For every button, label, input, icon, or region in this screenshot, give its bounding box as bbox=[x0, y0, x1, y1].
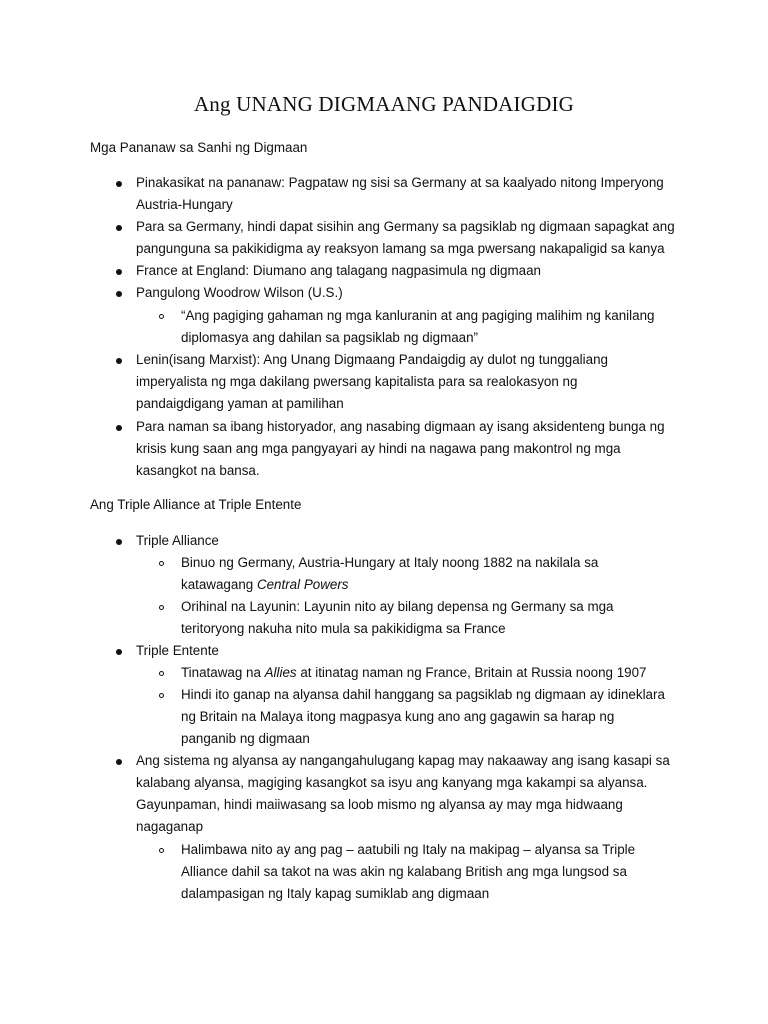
bullet-marker bbox=[116, 425, 122, 431]
sub-list-item-line: diplomasya ang dahilan sa pagsiklab ng digmaan” bbox=[181, 330, 479, 345]
sub-bullet-marker bbox=[159, 848, 164, 853]
sub-list-item-line: Alliance dahil sa takot na was akin ng kalabang British ang mga lungsod sa bbox=[181, 864, 627, 879]
document-title: Ang UNANG DIGMAANG PANDAIGDIG bbox=[193, 92, 575, 116]
bullet-marker bbox=[116, 358, 122, 364]
list-item-line: Lenin(isang Marxist): Ang Unang Digmaang Pandaigdig ay dulot ng tunggaliang bbox=[136, 352, 608, 367]
list-item-line: Para naman sa ibang historyador, ang nasabing digmaan ay isang aksidenteng bunga ng bbox=[136, 419, 665, 434]
sub-list-item-line: panganib ng digmaan bbox=[181, 731, 310, 746]
list-item-line: krisis kung saan ang mga pangyayari ay hindi na nagawa pang makontrol ng mga bbox=[136, 441, 621, 456]
sub-list-item-line: ng Britain na Malaya itong magpasya kung ano ang gagawin sa harap ng bbox=[181, 709, 615, 724]
sub-list-item-line: Binuo ng Germany, Austria-Hungary at Italy noong 1882 na nakilala sa bbox=[181, 555, 599, 570]
sub-list-item-line: Orihinal na Layunin: Layunin nito ay bilang depensa ng Germany sa mga bbox=[181, 599, 614, 614]
list-item-line: kalabang alyansa, magiging kasangkot sa isyu ang kanyang mga kakampi sa alyansa. bbox=[136, 775, 648, 790]
sub-list-item-line: dalampasigan ng Italy kapag sumiklab ang digmaan bbox=[181, 886, 490, 901]
sub-list-item-line: Halimbawa nito ay ang pag – aatubili ng Italy na makipag – alyansa sa Triple bbox=[181, 842, 636, 857]
bullet-marker bbox=[116, 649, 122, 655]
sub-list-item-line: Tinatawag na Allies at itinatag naman ng France, Britain at Russia noong 1907 bbox=[181, 665, 647, 680]
sub-bullet-marker bbox=[159, 561, 164, 566]
bullet-marker bbox=[116, 181, 122, 187]
bullet-marker bbox=[116, 225, 122, 231]
central-powers-term: Central Powers bbox=[256, 577, 349, 592]
section-heading-alyansa: Ang Triple Alliance at Triple Entente bbox=[90, 497, 302, 512]
section-heading-sanhi: Mga Pananaw sa Sanhi ng Digmaan bbox=[90, 140, 308, 155]
bullet-marker bbox=[116, 759, 122, 765]
sub-bullet-marker bbox=[159, 314, 164, 319]
bullet-marker bbox=[116, 291, 122, 297]
sub-list-item-line: teritoryong nakuha nito mula sa pakikidigma sa France bbox=[181, 621, 506, 636]
list-item-line: Gayunpaman, hindi maiiwasang sa loob mismo ng alyansa ay may mga hidwaang bbox=[136, 797, 623, 812]
list-item-line: Pinakasikat na pananaw: Pagpataw ng sisi sa Germany at sa kaalyado nitong Imperyong bbox=[136, 175, 664, 190]
list-item-line: nagaganap bbox=[136, 819, 204, 834]
list-item-line: Para sa Germany, hindi dapat sisihin ang Germany sa pagsiklab ng digmaan sapagkat ang bbox=[136, 219, 675, 234]
list-item-line: imperyalista ng mga dakilang pwersang kapitalista para sa realokasyon ng bbox=[136, 374, 578, 389]
list-item-line: France at England: Diumano ang talagang nagpasimula ng digmaan bbox=[136, 263, 541, 278]
sub-list-item-line: “Ang pagiging gahaman ng mga kanluranin at ang pagiging malihim ng kanilang bbox=[181, 308, 655, 323]
list-item-line: Triple Entente bbox=[136, 643, 219, 658]
sub-bullet-marker bbox=[159, 693, 164, 698]
allies-term: Allies bbox=[264, 665, 297, 680]
bullet-marker bbox=[116, 269, 122, 275]
sub-list-item-line: katawagang Central Powers bbox=[181, 577, 349, 592]
list-item-line: Triple Alliance bbox=[136, 533, 219, 548]
sub-list-item-line: Hindi ito ganap na alyansa dahil hanggang sa pagsiklab ng digmaan ay idineklara bbox=[181, 687, 665, 702]
sub-bullet-marker bbox=[159, 605, 164, 610]
bullet-marker bbox=[116, 539, 122, 545]
list-item-line: pangunguna sa pakikidigma ay reaksyon lamang sa mga pwersang nakapaligid sa kanya bbox=[136, 241, 665, 256]
list-item-line: Ang sistema ng alyansa ay nangangahulugang kapag may nakaaway ang isang kasapi sa bbox=[136, 753, 670, 768]
sub-bullet-marker bbox=[159, 671, 164, 676]
list-item-line: pandaigdigang yaman at pamilihan bbox=[136, 396, 344, 411]
list-item-line: kasangkot na bansa. bbox=[136, 463, 260, 478]
list-item-line: Pangulong Woodrow Wilson (U.S.) bbox=[136, 285, 343, 300]
list-item-line: Austria-Hungary bbox=[136, 197, 233, 212]
